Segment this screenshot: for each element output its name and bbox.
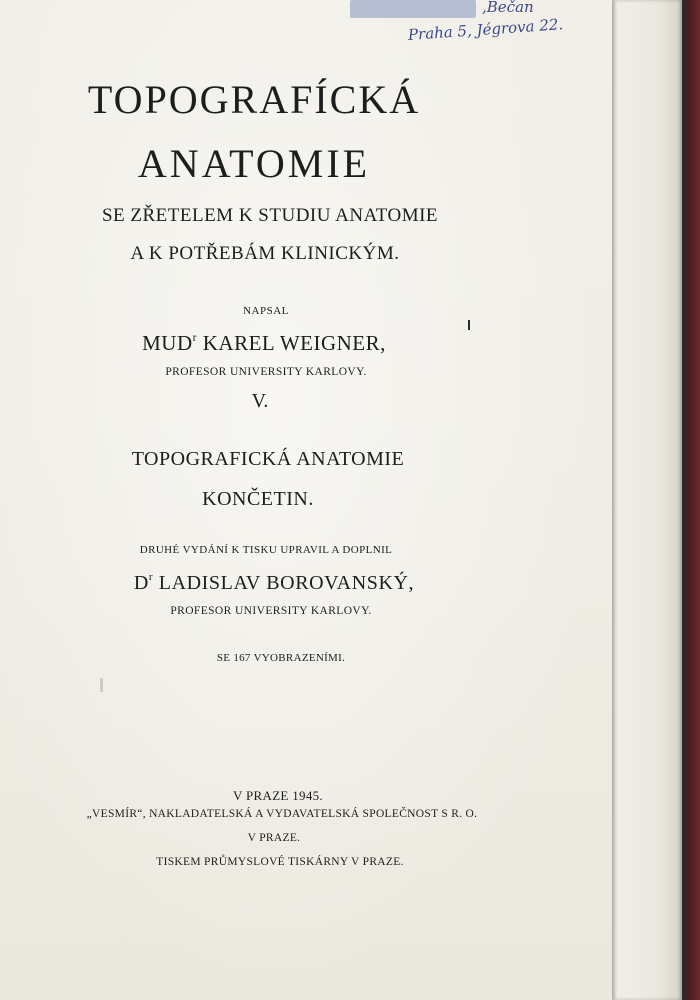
owner-address-handwriting: Praha 5, Jégrova 22. — [407, 15, 564, 44]
owner-stamp — [350, 0, 476, 18]
imprint-publisher: „VESMÍR“, NAKLADATELSKÁ A VYDAVATELSKÁ SPOLEČNOST S R. O. — [86, 808, 478, 820]
subtitle-line-1: SE ZŘETELEM K STUDIU ANATOMIE — [101, 205, 439, 226]
author-position: PROFESOR UNIVERSITY KARLOVY. — [165, 366, 367, 378]
next-page-edge — [600, 0, 682, 1000]
imprint-printer: TISKEM PRŮMYSLOVÉ TISKÁRNY V PRAZE. — [156, 856, 404, 868]
owner-name-handwriting: ,Bečan — [482, 0, 534, 16]
editor-title-superscript: r — [148, 571, 154, 584]
imprint-place-year: V PRAZE 1945. — [233, 788, 323, 803]
title-line-2: ANATOMIE — [137, 141, 371, 186]
paper-stain — [100, 678, 103, 692]
illustrations-note: SE 167 VYOBRAZENÍMI. — [216, 652, 346, 664]
subtitle-line-2: A K POTŘEBÁM KLINICKÝM. — [130, 243, 400, 264]
author-title-superscript: r — [192, 331, 197, 344]
editor-name: $D^r$ LADISLAV BOROVANSKÝ, — [133, 571, 415, 594]
volume-title-line-1: TOPOGRAFICKÁ ANATOMIE — [131, 448, 405, 470]
imprint-publisher-city: V PRAZE. — [247, 832, 301, 844]
volume-title-line-2: KONČETIN. — [202, 488, 314, 510]
ink-mark — [468, 320, 470, 330]
edition-note: DRUHÉ VYDÁNÍ K TISKU UPRAVIL A DOPLNIL — [139, 544, 393, 556]
written-by-label: NAPSAL — [243, 305, 289, 317]
title-line-1: TOPOGRAFÍCKÁ — [87, 77, 421, 122]
author-name: MUD$^r$ KAREL WEIGNER, — [142, 331, 386, 355]
volume-number: V. — [251, 390, 269, 412]
book-cover-edge — [682, 0, 700, 1000]
editor-position: PROFESOR UNIVERSITY KARLOVY. — [170, 605, 372, 617]
